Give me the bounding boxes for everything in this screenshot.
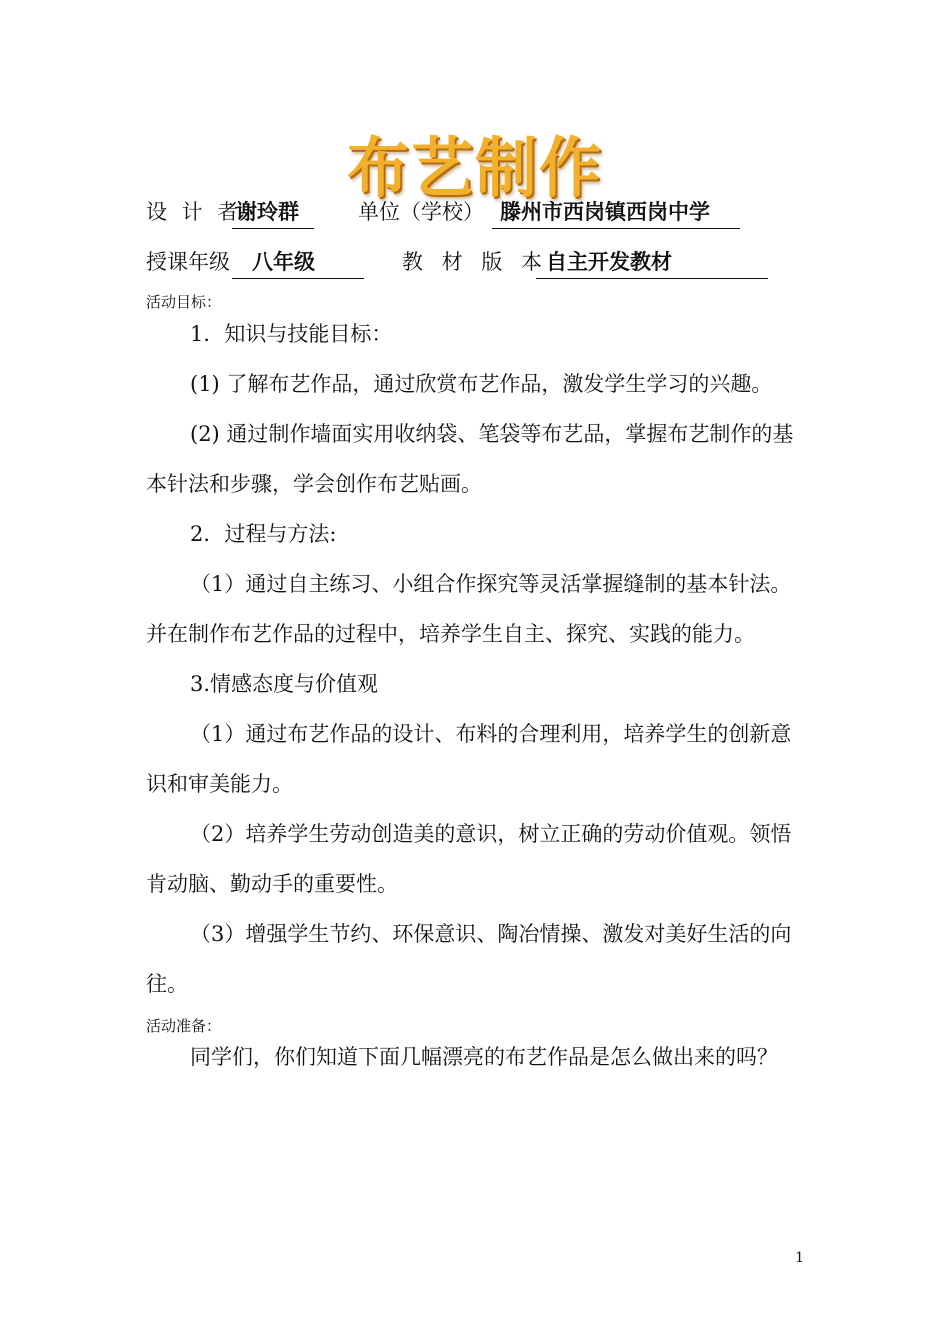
unit-value: 滕州市西岗镇西岗中学 xyxy=(492,196,740,229)
process-method-title: 2．过程与方法: xyxy=(190,522,337,546)
goals-heading: 活动目标： xyxy=(146,293,222,311)
page-number: 1 xyxy=(795,1250,804,1266)
knowledge-skills-title: 1．知识与技能目标： xyxy=(190,322,393,346)
attitude-item-2: （2）培养学生劳动创造美的意识，树立正确的劳动价值观。领悟肯动脑、勤动手的重要性。 xyxy=(146,822,792,896)
designer-label: 设 计 者 xyxy=(146,200,243,224)
attitude-values-title: 3.情感态度与价值观 xyxy=(190,672,379,696)
grade-label: 授课年级 xyxy=(146,250,230,274)
document-title: 布艺制作 xyxy=(346,129,603,207)
prep-heading: 活动准备： xyxy=(146,1017,222,1035)
process-item-1: （1）通过自主练习、小组合作探究等灵活掌握缝制的基本针法。并在制作布艺作品的过程中，培养学生自主、探究、实践的能力。 xyxy=(146,572,792,646)
designer-value: 谢玲群 xyxy=(232,196,314,229)
designer-row xyxy=(146,196,846,228)
grade-row xyxy=(146,246,846,278)
knowledge-item-2: (2) 通过制作墙面实用收纳袋、笔袋等布艺品，掌握布艺制作的基本针法和步骤，学会创作布艺贴画。 xyxy=(146,422,794,496)
edition-label: 教 材 版 本 xyxy=(402,250,549,274)
grade-value: 八年级 xyxy=(232,246,364,279)
attitude-item-1: （1）通过布艺作品的设计、布料的合理利用，培养学生的创新意识和审美能力。 xyxy=(146,722,792,796)
attitude-item-3: （3）增强学生节约、环保意识、陶冶情操、激发对美好生活的向往。 xyxy=(146,922,792,996)
unit-label: 单位（学校） xyxy=(358,200,484,224)
edition-value: 自主开发教材 xyxy=(536,246,768,279)
knowledge-item-1: (1) 了解布艺作品，通过欣赏布艺作品，激发学生学习的兴趣。 xyxy=(190,372,773,396)
prep-text: 同学们，你们知道下面几幅漂亮的布艺作品是怎么做出来的吗？ xyxy=(190,1045,778,1069)
